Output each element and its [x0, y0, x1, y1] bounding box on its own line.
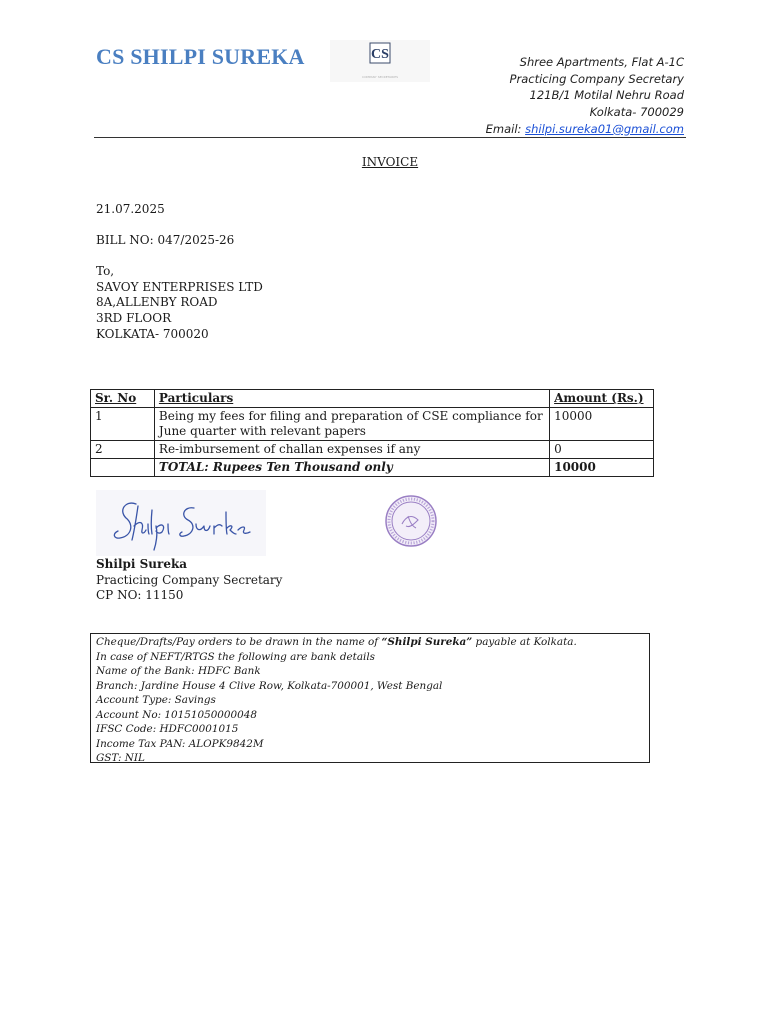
signer-title: Practicing Company Secretary [96, 572, 283, 587]
bank-line: Account No: 10151050000048 [96, 708, 257, 721]
signer-name: Shilpi Sureka [96, 557, 188, 571]
email-label: Email: [485, 121, 526, 136]
company-seal [384, 494, 438, 548]
bank-line: Income Tax PAN: ALOPK9842M [96, 737, 264, 750]
logo-text: CS [371, 47, 389, 62]
table-row [91, 441, 654, 459]
invoice-title: INVOICE [361, 155, 419, 169]
signer-cp-number: CP NO: 11150 [96, 588, 184, 603]
bank-line: Branch: Jardine House 4 Clive Row, Kolkata-700001, West Bengal [96, 679, 443, 692]
cell-particulars: Re-imbursement of challan expenses if any [154, 441, 549, 459]
recipient-line: KOLKATA- 700020 [96, 326, 209, 341]
recipient-to: To, [96, 264, 115, 278]
recipient-line: 8A,ALLENBY ROAD [96, 295, 218, 310]
payment-instruction-suffix: payable at Kolkata. [472, 636, 577, 648]
address-line: Kolkata- 700029 [589, 105, 684, 120]
email-row [486, 121, 684, 138]
bank-line: Name of the Bank: HDFC Bank [96, 665, 261, 677]
total-label: TOTAL: Rupees Ten Thousand only [154, 459, 549, 477]
address-line: Practicing Company Secretary [509, 71, 684, 86]
signature-image [96, 490, 266, 556]
header-particulars: Particulars [154, 390, 549, 408]
cell-amount: 10000 [550, 408, 654, 441]
signer-block [96, 557, 282, 604]
cell-particulars: Being my fees for filing and preparation of CSE compliance for June quarter with relevant papers [154, 408, 549, 441]
address-block [486, 54, 684, 138]
invoice-items-table [90, 389, 654, 477]
recipient-line: SAVOY ENTERPRISES LTD [96, 279, 263, 294]
payee-name: “Shilpi Sureka” [381, 636, 473, 648]
bill-number: BILL NO: 047/2025-26 [96, 233, 235, 247]
payment-instruction [96, 635, 644, 650]
cell-sr: 2 [91, 441, 155, 459]
bank-line: GST: NIL [96, 752, 145, 764]
bank-line: IFSC Code: HDFC0001015 [96, 723, 239, 735]
payment-instruction-text: Cheque/Drafts/Pay orders to be drawn in the name of [96, 636, 382, 648]
recipient-block [96, 264, 263, 343]
email-link[interactable]: shilpi.sureka01@gmail.com [525, 121, 684, 136]
cell-sr: 1 [91, 408, 155, 441]
brand-name: CS SHILPI SUREKA [96, 44, 305, 69]
bank-details-box [90, 633, 650, 763]
cell-amount: 0 [550, 441, 654, 459]
cell-empty [91, 459, 155, 477]
address-line: Shree Apartments, Flat A-1C [519, 55, 684, 69]
table-row [91, 408, 654, 441]
header-sr-no: Sr. No [91, 390, 155, 408]
bank-line: In case of NEFT/RTGS the following are bank details [96, 650, 375, 663]
recipient-line: 3RD FLOOR [96, 311, 172, 326]
table-total-row [91, 459, 654, 477]
company-logo [330, 40, 430, 82]
invoice-date: 21.07.2025 [96, 202, 165, 216]
logo-subtext: COMPANY SECRETARIES [361, 75, 399, 79]
bank-line: Account Type: Savings [96, 694, 216, 706]
header-divider [94, 137, 686, 138]
table-header-row [91, 390, 654, 408]
total-value: 10000 [550, 459, 654, 477]
address-line: 121B/1 Motilal Nehru Road [529, 88, 684, 103]
header-amount: Amount (Rs.) [550, 390, 654, 408]
